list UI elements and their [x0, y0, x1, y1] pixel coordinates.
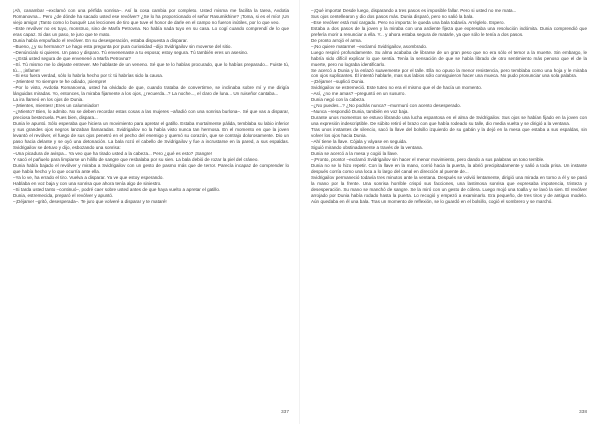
paragraph: –¡Pronto, pronto! –exclamó Svidrigailov sin hacer el menor movimiento, pero dando a sus palabras un tono terrible. — [311, 156, 545, 162]
paragraph: –¡Mientes! Yo siempre te he odiado, ¡siempre! — [13, 79, 107, 85]
paragraph: –Una picadura de avispa... Ya veo que ha tirado usted a la cabeza... Pero ¿qué es esto? ¡Sangre! — [13, 150, 212, 156]
paragraph: Svidrigailov permaneció todavía tres minutos ante la ventana. Después se volvió lentamente, dirigió una mirada en torno a él y se pasó la mano por la frente. Una sonrisa horrible crispó sus facciones, una lastimosa sonrisa que expresaba impotencia, tristeza y desesperación. Su mano se manchó de sangre. Se la miró con un gesto de cólera. Luego mojó una toalla y se lavó la sien. El revólver arrojado por Dunia había rodado hasta la puerta. Lo recogió y empezó a examinarlo. Era pequeño, de tres tiros y de antiguo modelo. Aún quedaba en él una bala. Tras un momento de reflexión, se lo guardó en el bolsillo, cogió el sombrero y se marchó. — [311, 174, 587, 204]
left-page-number: 337 — [280, 410, 289, 415]
paragraph: –Ahí tiene la llave. Cójala y váyase en seguida. — [311, 138, 408, 144]
paragraph: De pronto arrojó el arma. — [311, 37, 362, 43]
paragraph: –Así, ¿no me amas? –preguntó en un susurro. — [311, 91, 406, 97]
paragraph: Dunia negó con la cabeza. — [311, 97, 366, 103]
paragraph: –Si eso fuera verdad, sólo lo habría hecho por ti: tú habrías sido la causa. — [13, 73, 164, 79]
paragraph: Dunia había empuñado el revólver. En su desesperación, estaba dispuesta a disparar. — [13, 37, 188, 43]
paragraph: –¡No quiere matarme! –exclamó Svidrigailov, asombrado. — [311, 43, 428, 49]
paragraph: –Este revólver no es tuyo, monstruo, sino de Marfa Petrovna. No había nada tuyo en su casa. Lo cogí cuando comprendí de lo que eras capaz. Si das un paso, te juro que te mato. — [13, 25, 289, 37]
paragraph: –¡Mientes, mientes! ¡Eres un calumniador! — [13, 103, 99, 109]
paragraph: La ira llameó en los ojos de Dunia. — [13, 97, 84, 103]
paragraph: –Nunca –respondió Dunia, también en voz baja. — [311, 109, 409, 115]
right-page — [311, 8, 587, 420]
left-page — [13, 8, 289, 420]
paragraph: –Denúncialo si quieres. Un paso y disparo. Tú envenenaste a tu esposa; estoy segura. Tú también eres un asesino. — [13, 49, 249, 55]
paragraph: Hablaba en voz baja y con una sonrisa que ahora tenía algo de siniestro. — [13, 180, 162, 186]
paragraph: Siguió mirando obstinadamente a través de la ventana. — [311, 144, 423, 150]
paragraph: Se acercó a Dunia y la enlazó suavemente por el talle. Ella no opuso la menor resistencia, pero temblaba como una hoja y le miraba con ojos suplicantes. Él intentó hablarle, mas sus labios sólo consiguieron hacer una mueca. No pudo pronunciar una sola palabra. — [311, 67, 587, 79]
paragraph: –Sí. Tú mismo me lo dejaste entrever. Me hablaste de un veneno. Sé que te lo habías procurado, que lo habías preparado... Fuiste tú, tú..., ¡infame! — [13, 61, 289, 73]
paragraph: ¡Ah, canamba! –exclamó con una pérfida sonrisa–. Así la cosa cambia por completo. Usted misma me facilita la tarea, Avdotia Romanovna... Pero ¿de dónde ha sacado usted ese revólver? ¿Se lo ha proporcionado el señor Rasumikhine? ¡Toma, si es el mío! ¡Un viejo amigo! ¡Tanto como lo busqué! Las lecciones de tiro que tuve el honor de darle en el campo no fueron inútiles, por lo que veo. — [13, 8, 289, 25]
paragraph: –¡Déjame! –suplicó Dunia. — [311, 79, 365, 85]
paragraph: Estaba a dos pasos de la joven y la miraba con una ardiente fijeza que expresaba una resolución indómita. Dunia comprendió que prefería morir a renunciar a ella. Y... y ahora estaba segura de matarle, ya que sólo le tenía a dos pasos. — [311, 25, 587, 37]
paragraph: –Bueno, ¿y su hermano? Le hago esta pregunta por pura curiosidad –dijo Svidrigailov sin moverse del sitio. — [13, 43, 232, 49]
paragraph: Durante unos momentos se estuvo librando una lucha espantosa en el alma de Svidrigailov. Sus ojos se habían fijado en la joven con una expresión indescriptible. De súbito retiró el brazo con que había rodeado su talle, dio media vuelta y se dirigió a la ventana. — [311, 115, 587, 127]
paragraph: –¿Está usted segura de que envenené a Marfa Petrovna? — [13, 55, 131, 61]
paragraph: Dunia había bajado el revólver y miraba a Svidrigailov con un gesto de pasmo más que de terror. Parecía incapaz de comprender lo que había hecho y lo que ocurría ante ella. — [13, 162, 289, 174]
left-page-text — [13, 8, 289, 204]
paragraph: –Si tarda usted tanto –continuó–, podré caer sobre usted antes de que haya vuelto a apretar el gatillo. — [13, 186, 221, 192]
paragraph: Tras unos instantes de silencio, sacó la llave del bolsillo izquierdo de su gabán y la dejó en la mesa que estaba a sus espaldas, sin volver los ojos hacia Dunia. — [311, 127, 587, 139]
paragraph: Sus ojos centellearon y dio dos pasos más. Dunia disparó, pero no salió la bala. — [311, 13, 474, 19]
page-gutter — [299, 0, 300, 424]
paragraph: –¿Miento? Bien, lo admito. No se deben recordar estas cosas a las mujeres –añadió con una sonrisa burlona–. Sé que vas a disparar, preciosa bestezuela. Pues bien, dispara... — [13, 109, 289, 121]
right-page-number: 338 — [578, 410, 587, 415]
paragraph: –Por lo visto, Avdotia Romanovna, usted ha olvidado de que, cuando trataba de convertirme, se inclinaba sobre mí y me dirigía lánguidas miradas. Yo, entonces, la miraba fijamente a los ojos, ¿recuerda...? La noche..., el claro de luna... Un ruiseñor cantaba... — [13, 85, 289, 97]
paragraph: Dunia, estremecida, preparó el revólver y apuntó. — [13, 192, 114, 198]
paragraph: Dunia no se lo hizo repetir. Con la llave en la mano, corrió hacia la puerta, la abrió precipitadamente y salió a toda prisa. Un instante después corría como una loca a lo largo del canal en dirección al puente de... — [311, 162, 587, 174]
paragraph: Svidrigailov se estremeció. Este tuteo no era el mismo que el de hacía un momento. — [311, 85, 482, 91]
paragraph: –¡Qué importa! Desde luego, disparando a tres pasos es imposible fallar. Pero si usted no me mata... — [311, 8, 517, 13]
right-page-text — [311, 8, 587, 204]
paragraph: Luego respiró profundamente. Su alma acababa de librarse de un gran peso que no era sólo el temor a la muerte. Sin embargo, le habría sido difícil explicar lo que sentía. Tenía la sensación de que se había librado de otro sentimiento más penoso que el de la muerte, pero no lograba identificarlo. — [311, 49, 587, 67]
paragraph: –¡Déjame! –gritó, desesperada–. Te juro que volveré a disparar y te mataré! — [13, 198, 167, 204]
paragraph: –Ya lo ve, ha errado el tiro. Vuelva a disparar. Ya ve que estoy esperando. — [13, 174, 164, 180]
paragraph: –¿No puedes...? ¿No podrás nunca? –murmuró con acento desesperado. — [311, 103, 461, 109]
paragraph: Dunia le apuntó. Sólo esperaba que hiciera un movimiento para apretar el gatillo. Estaba mortalmente pálida, temblaba su labio inferior y sus grandes ojos negros lanzaban llamaradas. Svidrigailov no la había visto nunca tan hermosa. En el momento en que la joven levantó el revólver, el fuego de sus ojos penetró en el pecho del enemigo y quemó su corazón, que se contrajo dolorosamente. Dio un paso hacia delante y se oyó una detonación. La bala rozó el cabello de Svidrigailov y fue a incrustarse en la pared, a sus espaldas. Svidrigailov se detuvo y dijo, esbozando una sonrisa: — [13, 121, 289, 150]
paragraph: Dunia se acercó a la mesa y cogió la llave. — [311, 150, 399, 156]
paragraph: Y sacó el pañuelo para limpiarse un hilillo de sangre que resbalaba por su sien. La bala debió de rozar la piel del cráneo. — [13, 156, 259, 162]
paragraph: –Ese revólver está mal cargado. Pero no importa: le queda una bala todavía. Arréglelo. Espero. — [311, 19, 505, 25]
